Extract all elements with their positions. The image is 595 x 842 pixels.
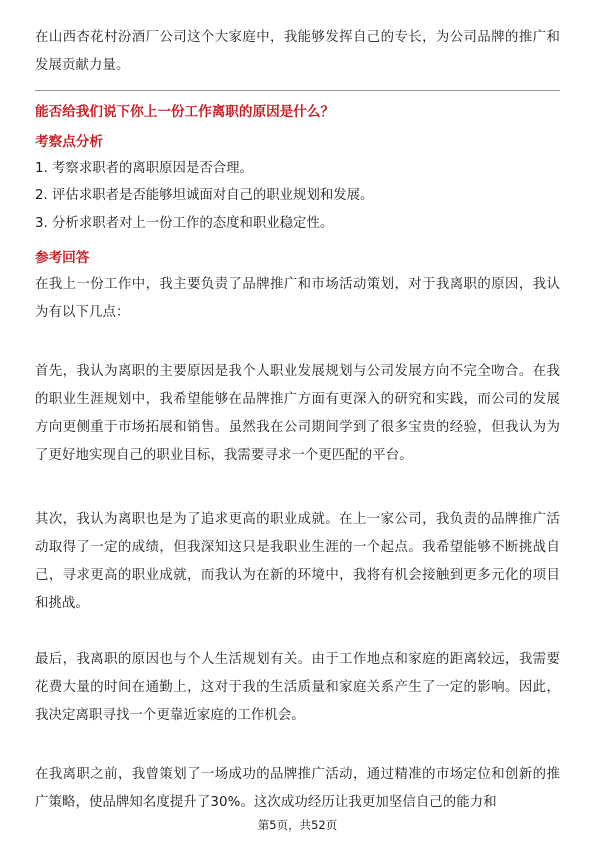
page-number: 第5页，共52页 bbox=[257, 818, 338, 832]
analysis-item: 3. 分析求职者对上一份工作的态度和职业稳定性。 bbox=[35, 216, 334, 231]
interview-question: 能否给我们说下你上一份工作离职的原因是什么？ bbox=[35, 104, 335, 120]
analysis-item: 1. 考察求职者的离职原因是否合理。 bbox=[35, 161, 253, 176]
intro-paragraph: 在山西杏花村汾酒厂公司这个大家庭中，我能够发挥自己的专长，为公司品牌的推广和发展贡献力量。 bbox=[35, 30, 560, 73]
answer-paragraph: 最后，我离职的原因也与个人生活规划有关。由于工作地点和家庭的距离较远，我需要花费大量的时间在通勤上，这对于我的生活质量和家庭关系产生了一定的影响。因此，我决定离职寻找一个更靠近家庭的工作机会。 bbox=[35, 652, 560, 723]
section-divider bbox=[35, 90, 560, 91]
answer-paragraph: 在我上一份工作中，我主要负责了品牌推广和市场活动策划，对于我离职的原因，我认为有以下几点： bbox=[35, 277, 560, 320]
answer-paragraph: 在我离职之前，我曾策划了一场成功的品牌推广活动，通过精准的市场定位和创新的推广策略，使品牌知名度提升了30%。这次成功经历让我更加坚信自己的能力和 bbox=[35, 767, 560, 810]
analysis-heading: 考察点分析 bbox=[35, 134, 103, 150]
answer-paragraph: 首先，我认为离职的主要原因是我个人职业发展规划与公司发展方向不完全吻合。在我的职业生涯规划中，我希望能够在品牌推广方面有更深入的研究和实践，而公司的发展方向更侧重于市场拓展和销售。虽然我在公司期间学到了很多宝贵的经验，但我认为为了更好地实现自己的职业目标，我需要寻求一个更匹配的平台。 bbox=[35, 364, 560, 463]
answer-paragraph: 其次，我认为离职也是为了追求更高的职业成就。在上一家公司，我负责的品牌推广活动取得了一定的成绩，但我深知这只是我职业生涯的一个起点。我希望能够不断挑战自己，寻求更高的职业成就，而我认为在新的环境中，我将有机会接触到更多元化的项目和挑战。 bbox=[35, 512, 560, 611]
answer-heading: 参考回答 bbox=[35, 250, 90, 266]
analysis-item: 2. 评估求职者是否能够坦诚面对自己的职业规划和发展。 bbox=[35, 188, 374, 203]
